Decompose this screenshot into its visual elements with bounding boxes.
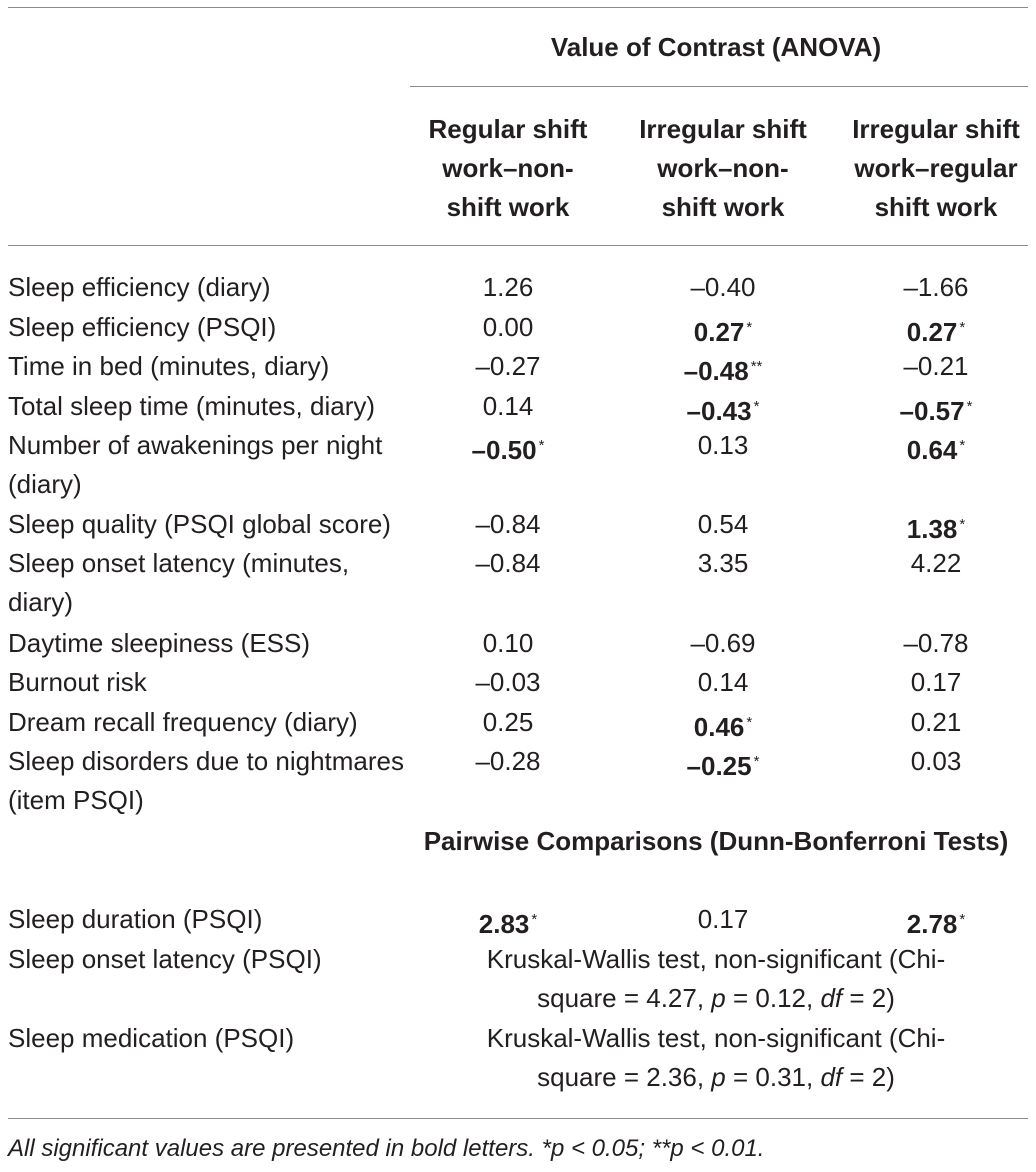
kruskal-line-2-part: = 2): [842, 983, 895, 1013]
anova-cell: [410, 663, 606, 702]
row-label: Sleep efficiency (PSQI): [8, 312, 277, 342]
row-label: Daytime sleepiness (ESS): [8, 628, 310, 658]
cell-value: 0.54: [697, 509, 749, 539]
anova-cell: [836, 663, 1036, 702]
anova-cell: [836, 505, 1036, 549]
kruskal-line-2-part: square = 4.27,: [537, 983, 712, 1013]
cell-value: –0.28: [475, 746, 541, 776]
kruskal-wallis-result: [416, 940, 1016, 1018]
anova-cell: [410, 308, 606, 347]
pairwise-cell: [410, 900, 606, 944]
anova-cell: [410, 505, 606, 544]
cell-value: 4.22: [910, 548, 962, 578]
cell-value: –0.57: [899, 396, 965, 426]
anova-cell: [836, 308, 1036, 352]
anova-cell: [836, 426, 1036, 470]
significance-marker: *: [959, 516, 966, 533]
anova-cell: [836, 347, 1036, 386]
row-label: Sleep quality (PSQI global score): [8, 509, 391, 539]
anova-cell: [410, 624, 606, 663]
cell-value: –0.84: [475, 548, 541, 578]
kruskal-line-2-part: df: [820, 983, 843, 1013]
anova-cell: [410, 387, 606, 426]
cell-value: 0.13: [697, 430, 749, 460]
kruskal-line-2-part: = 0.31,: [725, 1062, 821, 1092]
anova-cell: [616, 347, 830, 391]
cell-value: 0.14: [697, 667, 749, 697]
row-label: Total sleep time (minutes, diary): [8, 391, 376, 421]
cell-value: 0.21: [910, 707, 962, 737]
row-label: Sleep onset latency (PSQI): [8, 944, 322, 974]
column-header-irregular-vs-non: Irregular shift work–non- shift work: [639, 114, 807, 222]
kruskal-line-2-part: = 2): [842, 1062, 895, 1092]
header-bottom-rule: [8, 245, 1028, 246]
anova-cell: [616, 426, 830, 465]
pairwise-cell: [836, 900, 1036, 944]
anova-cell: [616, 308, 830, 352]
cell-value: 0.10: [482, 628, 534, 658]
cell-value: 0.14: [482, 391, 534, 421]
anova-cell: [836, 387, 1036, 431]
anova-cell: [836, 703, 1036, 742]
significance-marker: *: [959, 911, 966, 928]
anova-cell: [616, 505, 830, 544]
pairwise-group-header: Pairwise Comparisons (Dunn-Bonferroni Tests): [423, 826, 1009, 856]
significance-marker: *: [753, 398, 760, 415]
row-label: Burnout risk: [8, 667, 147, 697]
row-label: Sleep medication (PSQI): [8, 1023, 295, 1053]
top-rule: [8, 7, 1028, 8]
anova-cell: [410, 703, 606, 742]
significance-marker: *: [531, 911, 538, 928]
kruskal-line-2-part: = 0.12,: [725, 983, 821, 1013]
cell-value: 0.64: [906, 435, 958, 465]
column-header-irregular-vs-regular: Irregular shift work–regular shift work: [852, 114, 1020, 222]
cell-value: 0.27: [906, 317, 958, 347]
cell-value: –0.69: [690, 628, 756, 658]
anova-cell: [410, 544, 606, 583]
cell-value: 0.46: [693, 712, 745, 742]
anova-cell: [616, 544, 830, 583]
anova-cell: [616, 742, 830, 786]
row-label: Time in bed (minutes, diary): [8, 351, 330, 381]
kruskal-wallis-result: [416, 1019, 1016, 1097]
row-label: Sleep duration (PSQI): [8, 904, 263, 934]
significance-marker: *: [538, 437, 545, 454]
row-label: Number of awakenings per night (diary): [8, 430, 383, 499]
cell-value: 3.35: [697, 548, 749, 578]
cell-value: –0.48: [683, 356, 749, 386]
row-label: Sleep onset latency (minutes, diary): [8, 548, 350, 617]
kruskal-line-2-part: df: [820, 1062, 843, 1092]
cell-value: 0.17: [910, 667, 962, 697]
kruskal-line-2-part: p: [711, 983, 726, 1013]
bottom-rule: [8, 1118, 1028, 1119]
cell-value: 1.26: [482, 272, 534, 302]
anova-cell: [616, 387, 830, 431]
anova-cell: [836, 624, 1036, 663]
cell-value: 0.03: [910, 746, 962, 776]
kruskal-line-1: Kruskal-Wallis test, non-significant (Chi-: [486, 944, 946, 974]
anova-cell: [410, 347, 606, 386]
anova-cell: [410, 268, 606, 307]
kruskal-line-2-part: p: [711, 1062, 726, 1092]
significance-marker: **: [750, 358, 763, 375]
anova-cell: [410, 742, 606, 781]
significance-marker: *: [746, 319, 753, 336]
cell-value: 0.17: [697, 904, 749, 934]
significance-marker: *: [959, 319, 966, 336]
cell-value: 0.25: [482, 707, 534, 737]
anova-cell: [616, 703, 830, 747]
anova-cell: [836, 268, 1036, 307]
cell-value: –1.66: [903, 272, 969, 302]
anova-cell: [836, 544, 1036, 583]
anova-cell: [616, 268, 830, 307]
anova-cell: [836, 742, 1036, 781]
anova-cell: [616, 663, 830, 702]
cell-value: 0.27: [693, 317, 745, 347]
significance-marker: *: [746, 714, 753, 731]
cell-value: –0.25: [686, 751, 752, 781]
column-header-regular-vs-non: Regular shift work–non- shift work: [428, 114, 588, 222]
cell-value: –0.78: [903, 628, 969, 658]
anova-group-header: Value of Contrast (ANOVA): [550, 32, 882, 62]
cell-value: –0.43: [686, 396, 752, 426]
cell-value: –0.03: [475, 667, 541, 697]
kruskal-line-2-part: square = 2.36,: [537, 1062, 712, 1092]
cell-value: 2.83: [478, 909, 530, 939]
cell-value: –0.84: [475, 509, 541, 539]
significance-marker: *: [959, 437, 966, 454]
table-footnote: All significant values are presented in bold letters. *p < 0.05; **p < 0.01.: [8, 1135, 765, 1162]
significance-marker: *: [966, 398, 973, 415]
cell-value: 0.00: [482, 312, 534, 342]
pairwise-cell: [616, 900, 830, 939]
significance-marker: *: [753, 753, 760, 770]
anova-cell: [616, 624, 830, 663]
cell-value: –0.21: [903, 351, 969, 381]
kruskal-line-1: Kruskal-Wallis test, non-significant (Chi-: [486, 1023, 946, 1053]
cell-value: 2.78: [906, 909, 958, 939]
row-label: Sleep efficiency (diary): [8, 272, 271, 302]
row-label: Sleep disorders due to nightmares (item PSQI): [8, 746, 405, 815]
cell-value: –0.40: [690, 272, 756, 302]
anova-cell: [410, 426, 606, 470]
row-label: Dream recall frequency (diary): [8, 707, 358, 737]
cell-value: 1.38: [906, 514, 958, 544]
cell-value: –0.27: [475, 351, 541, 381]
group-header-rule: [410, 86, 1028, 87]
cell-value: –0.50: [471, 435, 537, 465]
